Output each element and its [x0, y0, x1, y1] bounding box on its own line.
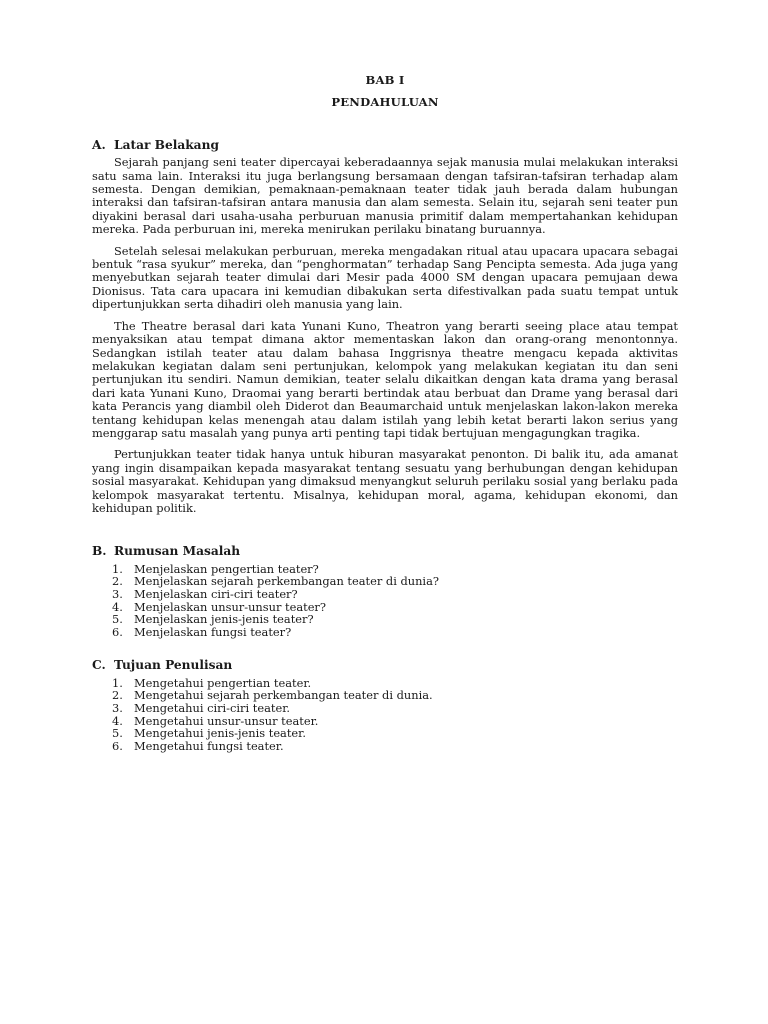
page-content [92, 74, 678, 752]
list-text: Mengetahui sejarah perkembangan teater di dunia. [134, 688, 433, 703]
list-number: 1. [112, 675, 123, 690]
list-number: 3. [112, 700, 123, 715]
list-text: Menjelaskan sejarah perkembangan teater di dunia? [134, 574, 439, 589]
list-number: 5. [112, 612, 123, 627]
paragraph: Sejarah panjang seni teater dipercayai keberadaannya sejak manusia mulai melakukan interaksi satu sama lain. Interaksi itu juga berlangsung bersamaan dengan tafsiran-tafsiran terhadap alam semesta. Dengan demikian, pemaknaan-pemaknaan teater tidak jauh berada dalam hubungan interaksi dan tafsiran-tafsiran antara manusia dan alam semesta. Selain itu, sejarah seni teater pun diyakini berasal dari usaha-usaha perburuan manusia primitif dalam mempertahankan kehidupan mereka. Pada perburuan ini, mereka menirukan perilaku binatang buruannya. [92, 155, 678, 237]
list-number: 6. [112, 624, 123, 639]
numbered-list [92, 677, 678, 753]
list-text: Mengetahui ciri-ciri teater. [134, 700, 291, 715]
section-heading [92, 545, 678, 558]
spacer [92, 523, 678, 545]
list-text: Menjelaskan ciri-ciri teater? [134, 586, 298, 601]
section-title: Tujuan Penulisan [114, 658, 233, 673]
list-number: 4. [112, 599, 123, 614]
list-number: 2. [112, 688, 123, 703]
list-text: Mengetahui pengertian teater. [134, 675, 312, 690]
section-latar-belakang [92, 139, 678, 516]
paragraph: Pertunjukkan teater tidak hanya untuk hiburan masyarakat penonton. Di balik itu, ada amanat yang ingin disampaikan kepada masyarakat tentang sesuatu yang berhubungan dengan kehidupan sosial masyarakat. Kehidupan yang dimaksud menyangkut seluruh perilaku sosial yang berlaku pada kelompok masyarakat tertentu. Misalnya, kehidupan moral, agama, kehidupan ekonomi, dan kehidupan politik. [92, 447, 678, 515]
spacer [92, 638, 678, 659]
section-letter: A. [92, 137, 106, 152]
list-number: 2. [112, 574, 123, 589]
chapter-number: BAB I [365, 73, 405, 87]
list-text: Mengetahui unsur-unsur teater. [134, 713, 319, 728]
list-text: Mengetahui jenis-jenis teater. [134, 726, 306, 741]
list-item [92, 727, 678, 740]
section-tujuan-penulisan [92, 659, 678, 752]
list-text: Menjelaskan fungsi teater? [134, 624, 292, 639]
section-heading [92, 139, 678, 152]
chapter-title: PENDAHULUAN [331, 95, 439, 110]
section-heading [92, 659, 678, 672]
list-text: Menjelaskan jenis-jenis teater? [134, 612, 314, 627]
section-title: Latar Belakang [114, 137, 219, 152]
list-number: 4. [112, 713, 123, 728]
list-number: 3. [112, 586, 123, 601]
list-item [92, 740, 678, 753]
list-item [92, 613, 678, 626]
section-title: Rumusan Masalah [114, 544, 241, 559]
list-item [92, 702, 678, 715]
list-text: Menjelaskan pengertian teater? [134, 561, 319, 576]
list-number: 5. [112, 726, 123, 741]
paragraph: Setelah selesai melakukan perburuan, mereka mengadakan ritual atau upacara upacara sebagai bentuk “rasa syukur” mereka, dan “penghormatan” terhadap Sang Pencipta semesta. Ada juga yang menyebutkan sejarah teater dimulai dari Mesir pada 4000 SM dengan upacara pemujaan dewa Dionisus. Tata cara upacara ini kemudian dibakukan serta difestivalkan pada suatu tempat untuk dipertunjukkan serta dihadiri oleh manusia yang lain. [92, 243, 678, 312]
list-item [92, 626, 678, 639]
list-item [92, 588, 678, 601]
list-text: Menjelaskan unsur-unsur teater? [134, 599, 326, 614]
section-letter: C. [92, 658, 106, 673]
list-text: Mengetahui fungsi teater. [134, 738, 284, 753]
list-number: 1. [112, 561, 123, 576]
section-letter: B. [92, 544, 107, 559]
section-rumusan-masalah [92, 545, 678, 638]
list-number: 6. [112, 738, 123, 753]
paragraph: The Theatre berasal dari kata Yunani Kuno, Theatron yang berarti seeing place atau tempat menyaksikan atau tempat dimana aktor mementaskan lakon dan orang-orang menontonnya. Sedangkan istilah teater atau dalam bahasa Inggrisnya theatre mengacu kepada aktivitas melakukan kegiatan dalam seni pertunjukan, kelompok yang melakukan kegiatan itu dan seni pertunjukan itu sendiri. Namun demikian, teater selalu dikaitkan dengan kata drama yang berasal dari kata Yunani Kuno, Draomai yang berarti bertindak atau berbuat dan Drame yang berasal dari kata Perancis yang diambil oleh Diderot dan Beaumarchaid untuk menjelaskan lakon-lakon mereka tentang kehidupan kelas menengah atau dalam istilah yang lebih ketat berarti lakon serius yang menggarap satu masalah yang punya arti penting tapi tidak bertujuan mengagungkan tragika. [92, 318, 678, 440]
numbered-list [92, 563, 678, 639]
